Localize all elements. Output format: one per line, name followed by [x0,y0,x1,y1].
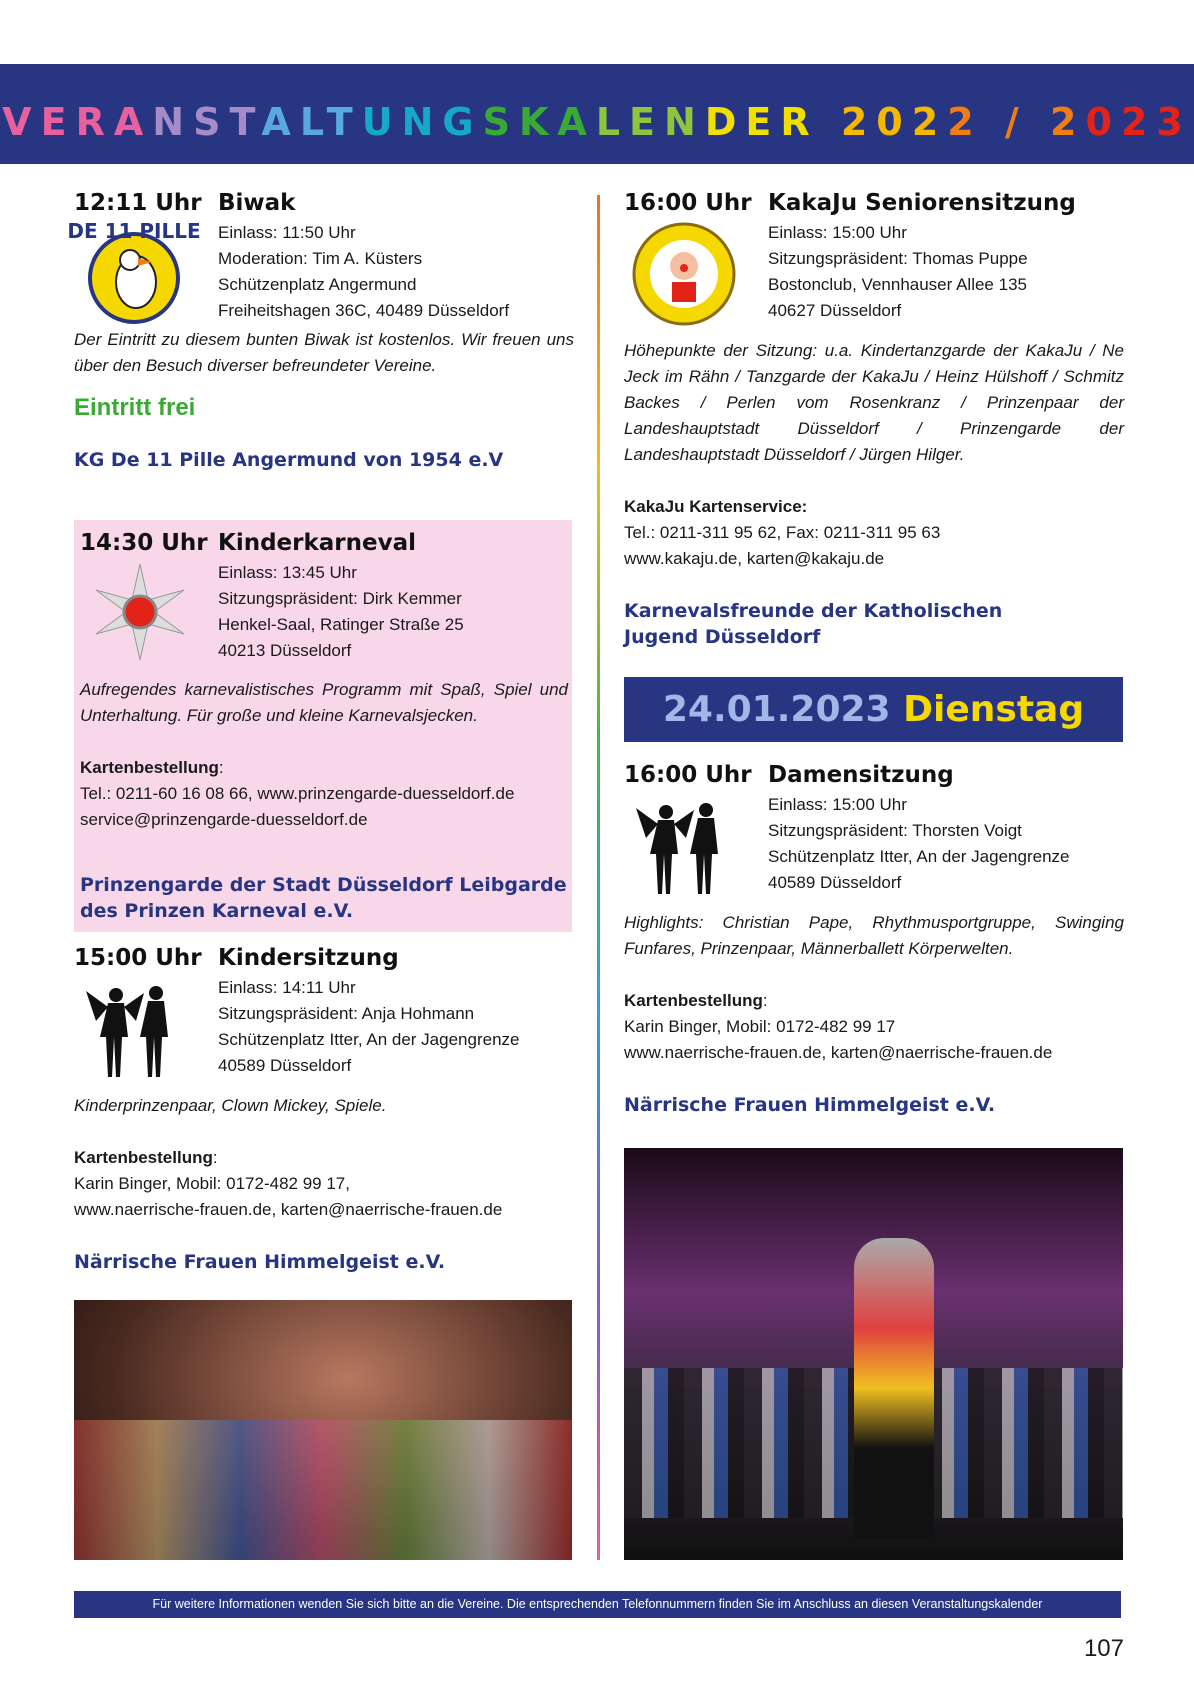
event-title: Kinderkarneval [218,530,417,556]
order-line: Tel.: 0211-311 95 62, Fax: 0211-311 95 63 [624,523,941,542]
detail: Sitzungspräsident: Dirk Kemmer [218,589,462,608]
event-kindersitzung [74,945,574,1095]
event-details [218,560,464,664]
header-band [0,64,1194,164]
title-letter: R [75,100,114,144]
organizer [624,598,1124,650]
event-damensitzung [624,762,1124,912]
title-letter [819,100,841,144]
order-info: Kartenbestellung: Tel.: 0211-60 16 08 66, www.prinzengarde-duesseldorf.de service@prinzengarde-duesseldorf.de [80,755,580,833]
order-label: KakaJu Kartenservice: [624,497,808,516]
event-title: Biwak [218,190,296,216]
event-description: Aufregendes karnevalistisches Programm mit Spaß, Spiel und Unterhaltung. Für große und kleine Karnevalsjecken. [80,680,568,725]
event-title: Damensitzung [768,762,954,788]
date-banner [624,677,1123,742]
photo-crowd [74,1420,572,1560]
title-letter: S [482,100,519,144]
women-silhouette-icon [78,971,190,1083]
order-label: Kartenbestellung [624,991,763,1010]
title-letter: U [361,100,402,144]
svg-text:DE 11 PILLE: DE 11 PILLE [67,219,201,243]
event-details [768,792,1069,896]
page-number: 107 [1083,1635,1124,1662]
event-title: Kindersitzung [218,945,399,971]
title-letter: K [518,100,558,144]
title-letter: V [2,100,41,144]
detail: Einlass: 15:00 Uhr [768,795,907,814]
title-letter: R [780,100,819,144]
women-silhouette-icon [628,788,740,900]
detail: Bostonclub, Vennhauser Allee 135 [768,275,1027,294]
damensitzung-photo [624,1148,1123,1560]
title-letter: 2 [947,100,983,144]
title-letter [983,100,1005,144]
order-label: Kartenbestellung [74,1148,213,1167]
detail: Moderation: Tim A. Küsters [218,249,423,268]
title-letter: N [152,100,194,144]
title-letter: 0 [876,100,912,144]
organizer: Närrische Frauen Himmelgeist e.V. [74,1251,446,1273]
order-line: www.naerrische-frauen.de, karten@naerrische-frauen.de [624,1043,1053,1062]
detail: Schützenplatz Angermund [218,275,417,294]
photo-performer [854,1238,934,1538]
order-info: Kartenbestellung: Karin Binger, Mobil: 0172-482 99 17 www.naerrische-frauen.de, karten@naerrische-frauen.de [624,988,1124,1066]
event-time: 16:00 Uhr [624,762,752,788]
title-letter: T [326,100,362,144]
detail: Einlass: 11:50 Uhr [218,223,356,242]
footer-bar: Für weitere Informationen wenden Sie sich bitte an die Vereine. Die entsprechenden Telefonnummern finden Sie im Anschluss an diesen Veranstaltungskalender [74,1591,1121,1618]
order-line: Karin Binger, Mobil: 0172-482 99 17, [74,1174,350,1193]
event-kakaju [624,190,1124,340]
banner-date: 24.01.2023 [662,689,891,730]
detail: Einlass: 15:00 Uhr [768,223,907,242]
title-letter: N [401,100,443,144]
column-divider [597,195,600,1560]
detail: Sitzungspräsident: Thomas Puppe [768,249,1028,268]
pille-logo [67,216,201,328]
title-letter: 2 [840,100,877,144]
title-letter: 2 [911,100,948,144]
organizer: KG De 11 Pille Angermund von 1954 e.V [74,449,504,471]
free-entry-note: Eintritt frei [74,394,196,421]
detail: 40589 Düsseldorf [768,873,902,892]
organizer-line: Karnevalsfreunde der Katholischen [624,600,1003,622]
event-time: 14:30 Uhr [80,530,208,556]
detail: Henkel-Saal, Ratinger Straße 25 [218,615,464,634]
event-time: 12:11 Uhr [74,190,202,216]
title-letter: E [745,100,781,144]
event-description: Kinderprinzenpaar, Clown Mickey, Spiele. [74,1096,387,1115]
detail: 40627 Düsseldorf [768,301,902,320]
organizer: Prinzengarde der Stadt Düsseldorf Leibgarde des Prinzen Karneval e.V. [80,874,567,922]
event-details [218,975,519,1079]
detail: 40589 Düsseldorf [218,1056,352,1075]
banner-day: Dienstag [903,689,1085,730]
event-details [768,220,1028,324]
event-kinderkarneval [80,530,580,680]
order-line: www.kakaju.de, karten@kakaju.de [624,549,885,568]
event-biwak [67,190,574,340]
title-letter: T [229,100,262,144]
title-letter: L [595,100,630,144]
detail: Schützenplatz Itter, An der Jagengrenze [218,1030,520,1049]
order-label: Kartenbestellung [80,758,219,777]
event-time: 16:00 Uhr [624,190,752,216]
detail: Sitzungspräsident: Anja Hohmann [218,1004,475,1023]
title-letter: E [629,100,665,144]
title-letter: A [557,100,596,144]
title-letter: / [1004,100,1028,144]
title-letter: 3 [1156,100,1192,144]
detail: Einlass: 13:45 Uhr [218,563,357,582]
title-letter: D [704,100,746,144]
title-letter: S [193,100,230,144]
title-letter: L [299,100,327,144]
title-letter: A [113,100,153,144]
page-title [0,100,1194,144]
title-letter: 2 [1120,100,1157,144]
detail: Schützenplatz Itter, An der Jagengrenze [768,847,1070,866]
title-letter: N [664,100,705,144]
order-line: Tel.: 0211-60 16 08 66, www.prinzengarde-duesseldorf.de [80,784,515,803]
event-title: KakaJu Seniorensitzung [768,190,1076,216]
order-line: www.naerrische-frauen.de, karten@naerrische-frauen.de [74,1200,503,1219]
prinzengarde-star-icon [84,556,196,668]
title-letter: G [442,100,483,144]
title-letter: 0 [1085,100,1121,144]
kinderkarneval-photo [74,1300,572,1560]
order-info [624,494,1124,572]
order-line: service@prinzengarde-duesseldorf.de [80,810,368,829]
order-line: Karin Binger, Mobil: 0172-482 99 17 [624,1017,896,1036]
title-letter: A [261,100,300,144]
detail: 40213 Düsseldorf [218,641,352,660]
kakaju-logo [628,216,740,328]
title-letter [1028,100,1050,144]
detail: Freiheitshagen 36C, 40489 Düsseldorf [218,301,510,320]
title-letter: E [40,100,76,144]
title-letter: 2 [1050,100,1086,144]
detail: Sitzungspräsident: Thorsten Voigt [768,821,1022,840]
detail: Einlass: 14:11 Uhr [218,978,356,997]
order-info: Kartenbestellung: Karin Binger, Mobil: 0172-482 99 17, www.naerrische-frauen.de, karten@naerrische-frauen.de [74,1145,574,1223]
event-description: Der Eintritt zu diesem bunten Biwak ist kostenlos. Wir freuen uns über den Besuch diverser befreundeter Vereine. [74,330,574,375]
event-description: Highlights: Christian Pape, Rhythmusportgruppe, Swinging Funfares, Prinzenpaar, Männerballett Körperwelten. [624,913,1124,958]
event-time: 15:00 Uhr [74,945,202,971]
event-details [218,220,509,324]
organizer: Närrische Frauen Himmelgeist e.V. [624,1094,996,1116]
event-description: Höhepunkte der Sitzung: u.a. Kindertanzgarde der KakaJu / Ne Jeck im Rähn / Tanzgarde der KakaJu / Heinz Hülshoff / Schmitz Backes / Perlen vom Rosenkranz / Prinzenpaar der Landeshauptstadt Düsseldorf / Prinzengarde der Landeshauptstadt Düsseldorf / Jürgen Hilger. [624,341,1124,464]
organizer-line: Jugend Düsseldorf [624,626,821,648]
